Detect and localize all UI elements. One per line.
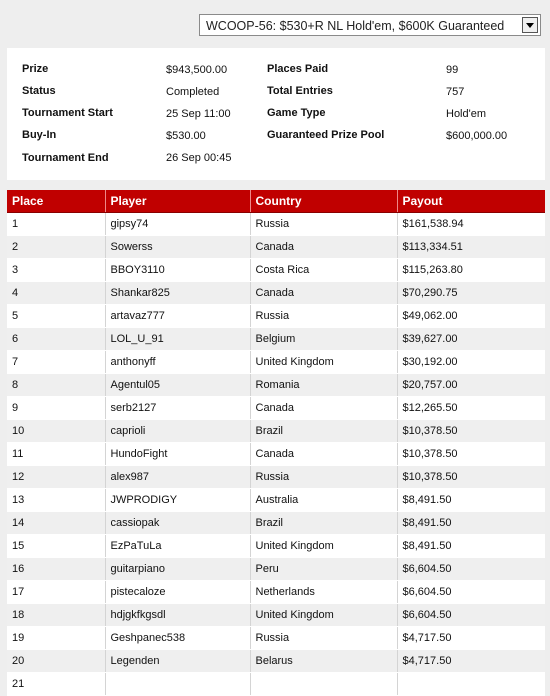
cell-payout: $113,334.51 — [397, 236, 545, 259]
cell-player: guitarpiano — [105, 558, 250, 581]
info-row-start — [22, 107, 113, 125]
cell-payout: $49,062.00 — [397, 305, 545, 328]
column-header-payout[interactable]: Payout — [397, 190, 545, 213]
cell-country: Australia — [250, 489, 397, 512]
info-label: Tournament Start — [22, 107, 113, 119]
cell-player: anthonyff — [105, 351, 250, 374]
table-row — [7, 351, 545, 374]
cell-player: BBOY3110 — [105, 259, 250, 282]
column-header-place[interactable]: Place — [7, 190, 105, 213]
cell-country: Russia — [250, 305, 397, 328]
table-row — [7, 558, 545, 581]
info-value: $530.00 — [166, 130, 206, 142]
cell-country: Peru — [250, 558, 397, 581]
cell-payout: $6,604.50 — [397, 558, 545, 581]
info-label: Buy-In — [22, 129, 57, 141]
cell-country: Brazil — [250, 420, 397, 443]
cell-player: EzPaTuLa — [105, 535, 250, 558]
cell-player: Agentul05 — [105, 374, 250, 397]
table-row — [7, 443, 545, 466]
cell-player: alex987 — [105, 466, 250, 489]
table-row — [7, 328, 545, 351]
dropdown-button[interactable] — [522, 17, 538, 33]
cell-payout: $8,491.50 — [397, 535, 545, 558]
table-row — [7, 673, 545, 696]
tournament-info-panel — [7, 48, 545, 180]
info-row-game-type — [267, 107, 326, 125]
cell-place: 19 — [7, 627, 105, 650]
cell-place: 20 — [7, 650, 105, 673]
table-row — [7, 282, 545, 305]
cell-payout: $12,265.50 — [397, 397, 545, 420]
cell-place: 10 — [7, 420, 105, 443]
cell-payout: $115,263.80 — [397, 259, 545, 282]
cell-place: 15 — [7, 535, 105, 558]
cell-country — [250, 673, 397, 696]
info-label: Total Entries — [267, 85, 333, 97]
cell-player: LOL_U_91 — [105, 328, 250, 351]
cell-payout: $6,604.50 — [397, 581, 545, 604]
cell-place: 11 — [7, 443, 105, 466]
cell-payout: $8,491.50 — [397, 489, 545, 512]
info-row-status — [22, 85, 56, 103]
table-row — [7, 397, 545, 420]
cell-player: cassiopak — [105, 512, 250, 535]
cell-place: 13 — [7, 489, 105, 512]
table-row — [7, 305, 545, 328]
info-row-prize — [22, 63, 48, 81]
cell-player: caprioli — [105, 420, 250, 443]
table-row — [7, 604, 545, 627]
cell-place: 18 — [7, 604, 105, 627]
cell-place: 4 — [7, 282, 105, 305]
cell-payout: $4,717.50 — [397, 627, 545, 650]
results-table — [7, 190, 545, 696]
cell-country: Russia — [250, 627, 397, 650]
column-header-player[interactable]: Player — [105, 190, 250, 213]
info-value: $943,500.00 — [166, 64, 228, 76]
table-row — [7, 535, 545, 558]
top-bar — [0, 0, 550, 44]
cell-place: 1 — [7, 213, 105, 236]
cell-country: Canada — [250, 236, 397, 259]
cell-country: United Kingdom — [250, 535, 397, 558]
table-row — [7, 489, 545, 512]
cell-country: Canada — [250, 443, 397, 466]
info-label: Tournament End — [22, 152, 109, 164]
cell-player: gipsy74 — [105, 213, 250, 236]
table-row — [7, 420, 545, 443]
cell-payout: $6,604.50 — [397, 604, 545, 627]
info-row-places-paid — [267, 63, 328, 81]
cell-player: Geshpanec538 — [105, 627, 250, 650]
table-row — [7, 512, 545, 535]
info-row-total-entries — [267, 85, 333, 103]
info-value: 757 — [446, 86, 465, 98]
table-row — [7, 650, 545, 673]
tournament-select[interactable] — [199, 14, 541, 36]
info-label: Guaranteed Prize Pool — [267, 129, 385, 141]
cell-country: Costa Rica — [250, 259, 397, 282]
info-label: Prize — [22, 63, 49, 75]
cell-player: Legenden — [105, 650, 250, 673]
cell-country: United Kingdom — [250, 604, 397, 627]
cell-place: 5 — [7, 305, 105, 328]
cell-player: HundoFight — [105, 443, 250, 466]
cell-country: Netherlands — [250, 581, 397, 604]
cell-player: Shankar825 — [105, 282, 250, 305]
table-row — [7, 581, 545, 604]
info-label: Places Paid — [267, 63, 329, 75]
cell-player: hdjgkfkgsdl — [105, 604, 250, 627]
cell-place: 16 — [7, 558, 105, 581]
info-value: Hold'em — [446, 108, 487, 120]
cell-player — [105, 673, 250, 696]
info-label: Game Type — [267, 107, 326, 119]
cell-place: 17 — [7, 581, 105, 604]
cell-player: JWPRODIGY — [105, 489, 250, 512]
cell-payout: $8,491.50 — [397, 512, 545, 535]
cell-player: serb2127 — [105, 397, 250, 420]
cell-payout: $10,378.50 — [397, 420, 545, 443]
table-row — [7, 259, 545, 282]
cell-country: Brazil — [250, 512, 397, 535]
cell-payout: $70,290.75 — [397, 282, 545, 305]
info-value: 25 Sep 11:00 — [166, 108, 231, 120]
cell-place: 21 — [7, 673, 105, 696]
info-row-buyin — [22, 129, 56, 147]
info-row-end — [22, 152, 109, 170]
info-value: 26 Sep 00:45 — [166, 152, 232, 164]
table-row — [7, 236, 545, 259]
info-value: 99 — [446, 64, 459, 76]
table-row — [7, 374, 545, 397]
cell-payout: $30,192.00 — [397, 351, 545, 374]
table-header-row — [7, 190, 545, 213]
cell-country: Russia — [250, 213, 397, 236]
cell-payout: $10,378.50 — [397, 443, 545, 466]
info-value: $600,000.00 — [446, 130, 508, 142]
cell-payout: $10,378.50 — [397, 466, 545, 489]
cell-place: 9 — [7, 397, 105, 420]
cell-country: Belarus — [250, 650, 397, 673]
cell-player: artavaz777 — [105, 305, 250, 328]
info-value: Completed — [166, 86, 220, 98]
cell-country: Canada — [250, 282, 397, 305]
cell-country: Romania — [250, 374, 397, 397]
info-row-guaranteed — [267, 129, 384, 147]
cell-place: 14 — [7, 512, 105, 535]
info-label: Status — [22, 85, 56, 97]
cell-payout: $39,627.00 — [397, 328, 545, 351]
cell-place: 6 — [7, 328, 105, 351]
cell-payout: $161,538.94 — [397, 213, 545, 236]
table-row — [7, 213, 545, 236]
cell-country: Belgium — [250, 328, 397, 351]
cell-country: Canada — [250, 397, 397, 420]
cell-country: United Kingdom — [250, 351, 397, 374]
table-row — [7, 627, 545, 650]
cell-place: 3 — [7, 259, 105, 282]
column-header-country[interactable]: Country — [250, 190, 397, 213]
cell-payout: $20,757.00 — [397, 374, 545, 397]
chevron-down-icon — [526, 23, 534, 28]
cell-country: Russia — [250, 466, 397, 489]
cell-player: pistecaloze — [105, 581, 250, 604]
results-table-container — [7, 190, 545, 690]
cell-payout — [397, 673, 545, 696]
cell-place: 2 — [7, 236, 105, 259]
cell-player: Sowerss — [105, 236, 250, 259]
cell-place: 12 — [7, 466, 105, 489]
cell-payout: $4,717.50 — [397, 650, 545, 673]
table-row — [7, 466, 545, 489]
cell-place: 7 — [7, 351, 105, 374]
tournament-select-value: WCOOP-56: $530+R NL Hold'em, $600K Guaranteed — [206, 19, 505, 33]
cell-place: 8 — [7, 374, 105, 397]
